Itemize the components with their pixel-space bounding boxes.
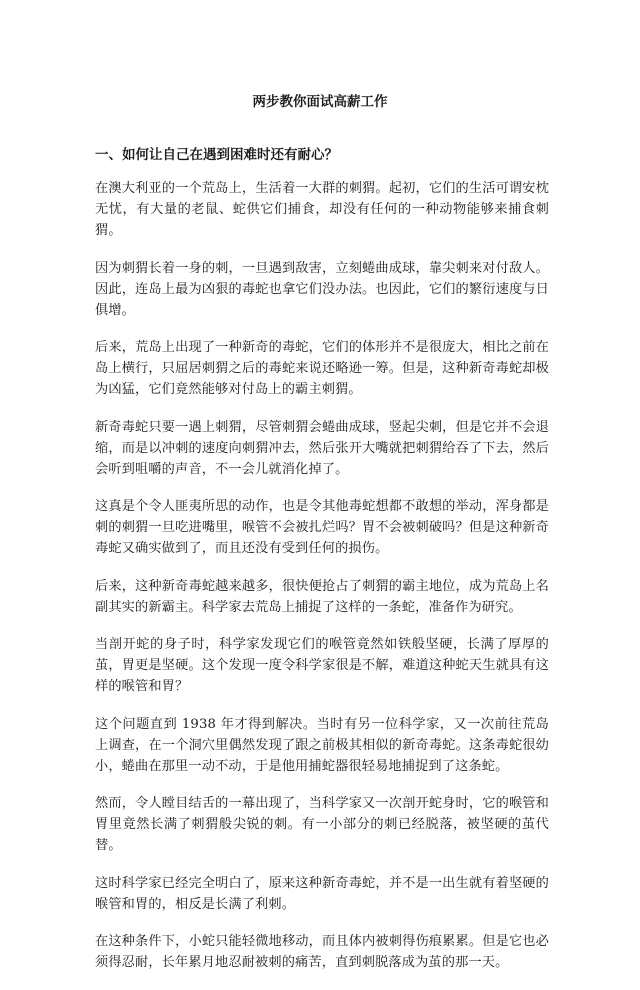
paragraph: 因为刺猬长着一身的刺，一旦遇到敌害，立刻蜷曲成球，靠尖刺来对付敌人。因此，连岛上最为凶狠的毒蛇也拿它们没办法。也因此，它们的繁衍速度与日俱增。	[95, 260, 549, 318]
paragraph: 这个问题直到 1938 年才得到解决。当时有另一位科学家，又一次前往荒岛上调查，在一个洞穴里偶然发现了跟之前极其相似的新奇毒蛇。这条毒蛇很幼小，蜷曲在那里一动不动，于是他用捕蛇器很轻易地捕捉到了这条蛇。	[95, 716, 549, 774]
document-title: 两步教你面试高薪工作	[252, 94, 388, 110]
section-heading: 一、如何让自己在遇到困难时还有耐心？	[95, 147, 338, 163]
paragraph: 在这种条件下，小蛇只能轻微地移动，而且体内被刺得伤痕累累。但是它也必须得忍耐，长年累月地忍耐被刺的痛苦，直到刺脱落成为茧的那一天。	[95, 934, 549, 970]
paragraph: 在澳大利亚的一个荒岛上，生活着一大群的刺猬。起初，它们的生活可谓安枕无忧，有大量的老鼠、蛇供它们捕食，却没有任何的一种动物能够来捕食刺猬。	[95, 181, 549, 238]
paragraph: 当剖开蛇的身子时，科学家发现它们的喉管竟然如铁般坚硬，长满了厚厚的茧，胃更是坚硬。这个发现一度令科学家很是不解，难道这种蛇天生就具有这样的喉管和胃？	[95, 637, 549, 694]
document-body	[95, 178, 549, 990]
paragraph: 新奇毒蛇只要一遇上刺猬，尽管刺猬会蜷曲成球，竖起尖刺，但是它并不会退缩，而是以冲刺的速度向刺猬冲去，然后张开大嘴就把刺猬给吞了下去，然后会听到咀嚼的声音，不一会儿就消化掉了。	[95, 419, 549, 477]
paragraph: 这真是个令人匪夷所思的动作，也是令其他毒蛇想都不敢想的举动，浑身都是刺的刺猬一旦吃进嘴里，喉管不会被扎烂吗？胃不会被刺破吗？但是这种新奇毒蛇又确实做到了，而且还没有受到任何的损伤。	[95, 499, 549, 556]
paragraph: 后来，这种新奇毒蛇越来越多，很快便抢占了刺猬的霸主地位，成为荒岛上名副其实的新霸主。科学家去荒岛上捕捉了这样的一条蛇，准备作为研究。	[95, 578, 549, 615]
paragraph: 然而，令人瞠目结舌的一幕出现了，当科学家又一次剖开蛇身时，它的喉管和胃里竟然长满了刺猬般尖锐的刺。有一小部分的刺已经脱落，被坚硬的茧代替。	[95, 796, 549, 853]
paragraph: 后来，荒岛上出现了一种新奇的毒蛇，它们的体形并不是很庞大，相比之前在岛上横行，只屈居刺猬之后的毒蛇来说还略逊一筹。但是，这种新奇毒蛇却极为凶猛，它们竟然能够对付岛上的霸主刺猬。	[95, 340, 549, 397]
paragraph: 这时科学家已经完全明白了，原来这种新奇毒蛇，并不是一出生就有着坚硬的喉管和胃的，相反是长满了利刺。	[95, 875, 549, 912]
